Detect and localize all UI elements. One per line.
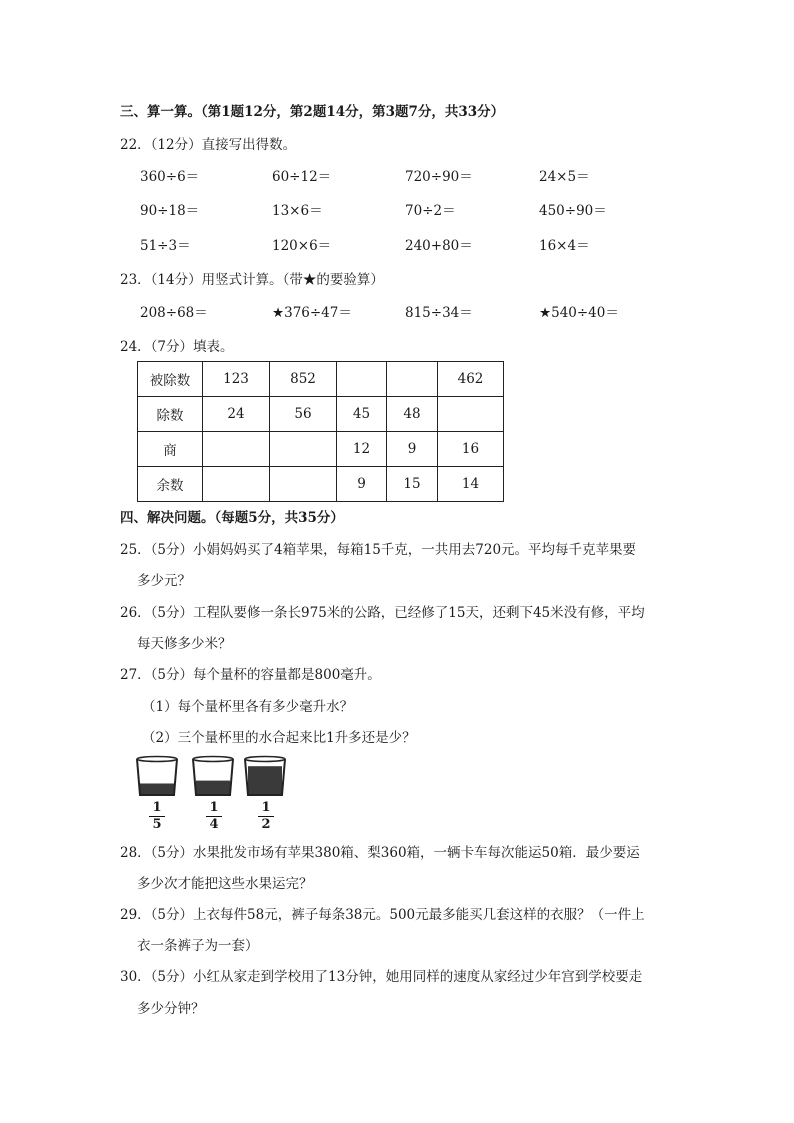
- q28-line-1: 28．（5分）水果批发市场有苹果380箱、梨360箱，一辆卡车每次能运50箱．最少要运: [120, 845, 640, 861]
- water-level: [196, 781, 230, 795]
- q25-line-2: 多少元？: [137, 573, 191, 589]
- table-cell: 14: [438, 467, 504, 502]
- water-level: [140, 783, 174, 795]
- cup-rim: [137, 757, 177, 762]
- q22-header: 22．（12分）直接写出得数。: [120, 137, 297, 153]
- section-3-title: 三、算一算。（第1题12分，第2题14分，第3题7分，共33分）: [120, 104, 505, 120]
- table-cell: [438, 397, 504, 432]
- table-row: [138, 362, 504, 397]
- q22-item: 90÷18＝: [140, 203, 200, 219]
- q29-line-2: 衣一条裤子为一套）: [137, 938, 259, 954]
- fraction-numerator: 1: [261, 800, 271, 815]
- cup-rim: [245, 757, 285, 762]
- q30-line-1: 30．（5分）小红从家走到学校用了13分钟，她用同样的速度从家经过少年宫到学校要走: [120, 969, 643, 985]
- section-4-title: 四、解决问题。（每题5分，共35分）: [120, 510, 344, 526]
- table-cell: 56: [270, 397, 337, 432]
- table-cell: [203, 432, 270, 467]
- measuring-cup-1: [137, 757, 177, 796]
- table-cell: 9: [337, 467, 387, 502]
- table-cell: [337, 362, 387, 397]
- q22-item: 70÷2＝: [405, 203, 456, 219]
- q22-item: 360÷6＝: [140, 169, 200, 185]
- table-cell: 45: [337, 397, 387, 432]
- q22-item: 120×6＝: [272, 238, 332, 254]
- q23-row: [0, 304, 794, 322]
- cup-rim: [193, 757, 233, 762]
- q27-line-1: 27．（5分）每个量杯的容量都是800毫升。: [120, 667, 381, 683]
- measuring-cup-3: [245, 757, 285, 796]
- table-row: [138, 432, 504, 467]
- table-row: [138, 467, 504, 502]
- table-cell: [203, 467, 270, 502]
- q26-line-1: 26．（5分）工程队要修一条长975米的公路，已经修了15天，还剩下45米没有修，平均: [120, 605, 645, 621]
- q27-sub-1: （1）每个量杯里各有多少毫升水？: [142, 699, 354, 715]
- table-cell: 15: [387, 467, 438, 502]
- q25-line-1: 25．（5分）小娟妈妈买了4箱苹果，每箱15千克，一共用去720元。平均每千克苹果要: [120, 542, 637, 558]
- table-cell: 9: [387, 432, 438, 467]
- q23-header: 23．（14分）用竖式计算。（带★的要验算）: [120, 272, 384, 288]
- table-cell: 12: [337, 432, 387, 467]
- q22-item: 16×4＝: [539, 238, 590, 254]
- q27-sub-2: （2）三个量杯里的水合起来比1升多还是少？: [142, 730, 416, 746]
- q22-row-2: [0, 202, 794, 220]
- q24-fill-table: [137, 361, 504, 502]
- fraction-numerator: 1: [209, 800, 219, 815]
- q22-item: 51÷3＝: [140, 238, 191, 254]
- q22-item: 720÷90＝: [405, 169, 473, 185]
- q22-row-1: [0, 168, 794, 186]
- water-level: [248, 766, 282, 795]
- table-cell: 16: [438, 432, 504, 467]
- q22-item: 450÷90＝: [539, 203, 607, 219]
- fraction-denominator: 4: [209, 817, 219, 832]
- measuring-cup-2: [193, 757, 233, 796]
- measuring-cups-icon: [135, 755, 295, 799]
- q22-item: 24×5＝: [539, 169, 590, 185]
- table-cell-header: 余数: [138, 467, 203, 502]
- table-cell: [387, 362, 438, 397]
- cup-3-fraction: [256, 801, 276, 832]
- measuring-cups-figure: [135, 755, 295, 835]
- table-cell: 852: [270, 362, 337, 397]
- q22-item: 240+80＝: [405, 238, 473, 254]
- cup-2-fraction: [204, 801, 224, 832]
- q23-item: 815÷34＝: [405, 305, 473, 321]
- table-cell-header: 被除数: [138, 362, 203, 397]
- q23-item: ★540÷40＝: [539, 305, 619, 321]
- fraction-numerator: 1: [152, 800, 162, 815]
- q30-line-2: 多少分钟？: [137, 1001, 205, 1017]
- table-cell: 123: [203, 362, 270, 397]
- q23-item: 208÷68＝: [140, 305, 208, 321]
- table-cell: 462: [438, 362, 504, 397]
- q22-item: 60÷12＝: [272, 169, 332, 185]
- q22-row-3: [0, 237, 794, 255]
- table-cell-header: 商: [138, 432, 203, 467]
- q28-line-2: 多少次才能把这些水果运完？: [137, 876, 313, 892]
- fraction-denominator: 2: [261, 817, 271, 832]
- q22-item: 13×6＝: [272, 203, 323, 219]
- table-row: [138, 397, 504, 432]
- q24-header: 24．（7分）填表。: [120, 339, 234, 355]
- q23-item: ★376÷47＝: [272, 305, 352, 321]
- table-cell: [270, 432, 337, 467]
- table-cell: [270, 467, 337, 502]
- table-cell: 48: [387, 397, 438, 432]
- fraction-denominator: 5: [152, 817, 162, 832]
- table-cell-header: 除数: [138, 397, 203, 432]
- q29-line-1: 29．（5分）上衣每件58元，裤子每条38元。500元最多能买几套这样的衣服？（一件上: [120, 907, 645, 923]
- table-cell: 24: [203, 397, 270, 432]
- cup-1-fraction: [147, 801, 167, 832]
- q26-line-2: 每天修多少米？: [137, 636, 232, 652]
